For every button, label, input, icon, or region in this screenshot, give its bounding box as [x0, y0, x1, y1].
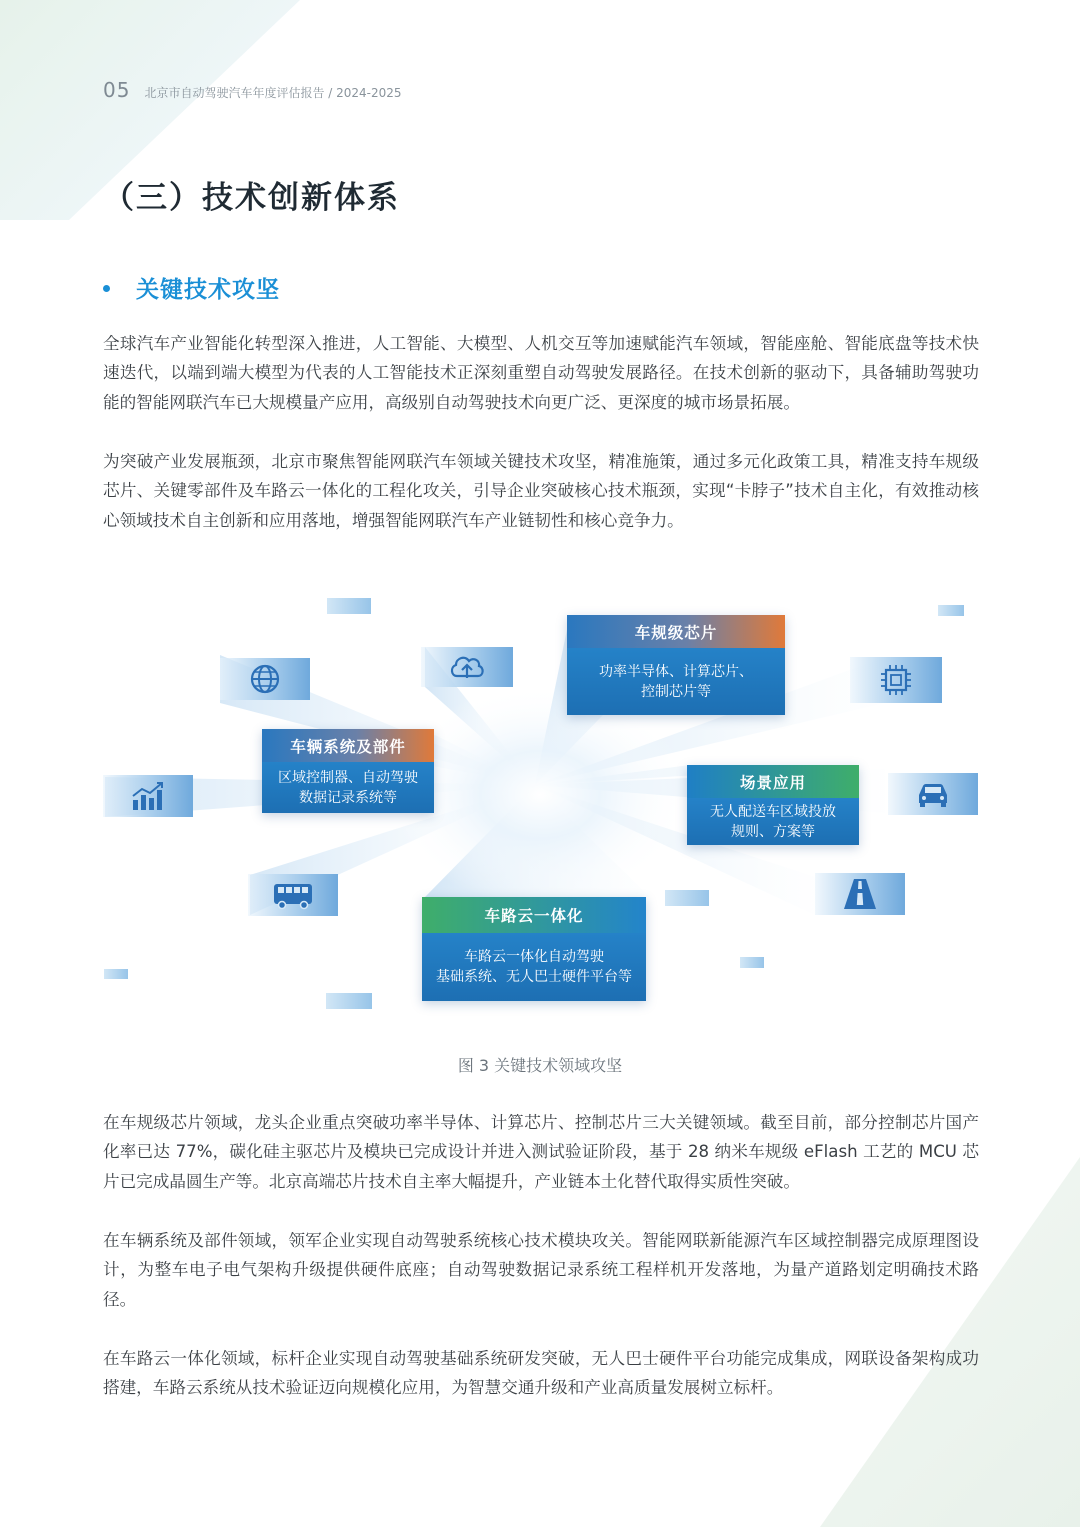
- cloud-upload-icon: [448, 652, 486, 682]
- decor-chip: [104, 969, 128, 979]
- card-vehicle-system-line: 区域控制器、自动驾驶: [278, 769, 418, 786]
- card-scenario-body: [687, 798, 859, 845]
- road-tile: [815, 873, 905, 915]
- card-vehicle-system-body: [262, 762, 434, 813]
- card-scenario-line: 无人配送车区域投放: [710, 803, 836, 820]
- bus-icon: [271, 879, 315, 911]
- report-title: 北京市自动驾驶汽车年度评估报告 / 2024-2025: [144, 86, 402, 100]
- card-scenario: [687, 765, 859, 845]
- paragraph-chips: 在车规级芯片领域，龙头企业重点突破功率半导体、计算芯片、控制芯片三大关键领域。截至目前，部分控制芯片国产化率已达 77%，碳化硅主驱芯片及模块已完成设计并进入测试验证阶段，基于 28 纳米车规级 eFlash 工艺的 MCU 芯片已完成晶圆生产等。北京高端芯片技术自主率大幅提升，产业链本土化替代取得实质性突破。: [103, 1113, 979, 1191]
- chip-tile: [850, 657, 942, 703]
- card-chip-title: 车规级芯片: [567, 615, 785, 648]
- corner-decoration-bottom: [820, 1157, 1080, 1527]
- road-icon: [840, 877, 880, 911]
- decor-chip: [327, 598, 371, 614]
- bar-chart-icon: [129, 780, 167, 812]
- decor-chip: [740, 957, 764, 968]
- key-tech-figure: [90, 585, 990, 1025]
- card-vehicle-system: [262, 729, 434, 813]
- card-vehicle-road-cloud: [422, 897, 646, 1001]
- globe-tile: [220, 658, 310, 700]
- card-chip-body: [567, 648, 785, 715]
- card-chip: [567, 615, 785, 715]
- subsection-title: 关键技术攻坚: [136, 277, 280, 303]
- card-vehicle-road-cloud-line: 车路云一体化自动驾驶: [464, 949, 604, 965]
- page-number: 05: [103, 78, 131, 102]
- section-title: （三）技术创新体系: [103, 180, 400, 216]
- car-tile: [888, 773, 978, 815]
- cloud-tile: [421, 647, 513, 687]
- card-vehicle-system-line: 数据记录系统等: [299, 789, 397, 806]
- decor-chip: [665, 890, 709, 906]
- bullet-dot: [103, 285, 110, 292]
- decor-chip: [938, 605, 964, 616]
- paragraph-vehicle-systems: 在车辆系统及部件领域，领军企业实现自动驾驶系统核心技术模块攻关。智能网联新能源汽车区域控制器完成原理图设计，为整车电子电气架构升级提供硬件底座；自动驾驶数据记录系统工程样机开发落地，为量产道路划定明确技术路径。: [103, 1231, 979, 1309]
- paragraph-intro: 全球汽车产业智能化转型深入推进，人工智能、大模型、人机交互等加速赋能汽车领域，智能座舱、智能底盘等技术快速迭代，以端到端大模型为代表的人工智能技术正深刻重塑自动驾驶发展路径。在技术创新的驱动下，具备辅助驾驶功能的智能网联汽车已大规模量产应用，高级别自动驾驶技术向更广泛、更深度的城市场景拓展。: [103, 334, 979, 412]
- paragraph-policy: 为突破产业发展瓶颈，北京市聚焦智能网联汽车领域关键技术攻坚，精准施策，通过多元化政策工具，精准支持车规级芯片、关键零部件及车路云一体化的工程化攻关，引导企业突破核心技术瓶颈，实现“卡脖子”技术自主化，有效推动核心领域技术自主创新和应用落地，增强智能网联汽车产业链韧性和核心竞争力。: [103, 452, 979, 530]
- card-chip-line: 控制芯片等: [641, 683, 711, 700]
- center-glow: [390, 685, 690, 905]
- chart-tile: [103, 775, 193, 817]
- card-vehicle-system-title: 车辆系统及部件: [262, 729, 434, 762]
- decor-chip: [326, 993, 372, 1009]
- bus-tile: [248, 874, 338, 916]
- card-scenario-line: 规则、方案等: [731, 823, 815, 840]
- card-chip-line: 功率半导体、计算芯片、: [599, 663, 753, 680]
- card-vehicle-road-cloud-body: [422, 933, 646, 1001]
- card-vehicle-road-cloud-title: 车路云一体化: [422, 897, 646, 933]
- globe-icon: [248, 662, 282, 696]
- card-vehicle-road-cloud-line: 基础系统、无人巴士硬件平台等: [436, 969, 632, 985]
- figure-caption: 图 3 关键技术领域攻坚: [457, 1056, 623, 1075]
- paragraph-vehicle-road-cloud: 在车路云一体化领域，标杆企业实现自动驾驶基础系统研发突破，无人巴士硬件平台功能完成集成，网联设备架构成功搭建，车路云系统从技术验证迈向规模化应用，为智慧交通升级和产业高质量发展树立标杆。: [103, 1349, 979, 1398]
- card-scenario-title: 场景应用: [687, 765, 859, 798]
- chip-icon: [878, 662, 914, 698]
- car-icon: [914, 779, 952, 809]
- page-header: [103, 78, 402, 102]
